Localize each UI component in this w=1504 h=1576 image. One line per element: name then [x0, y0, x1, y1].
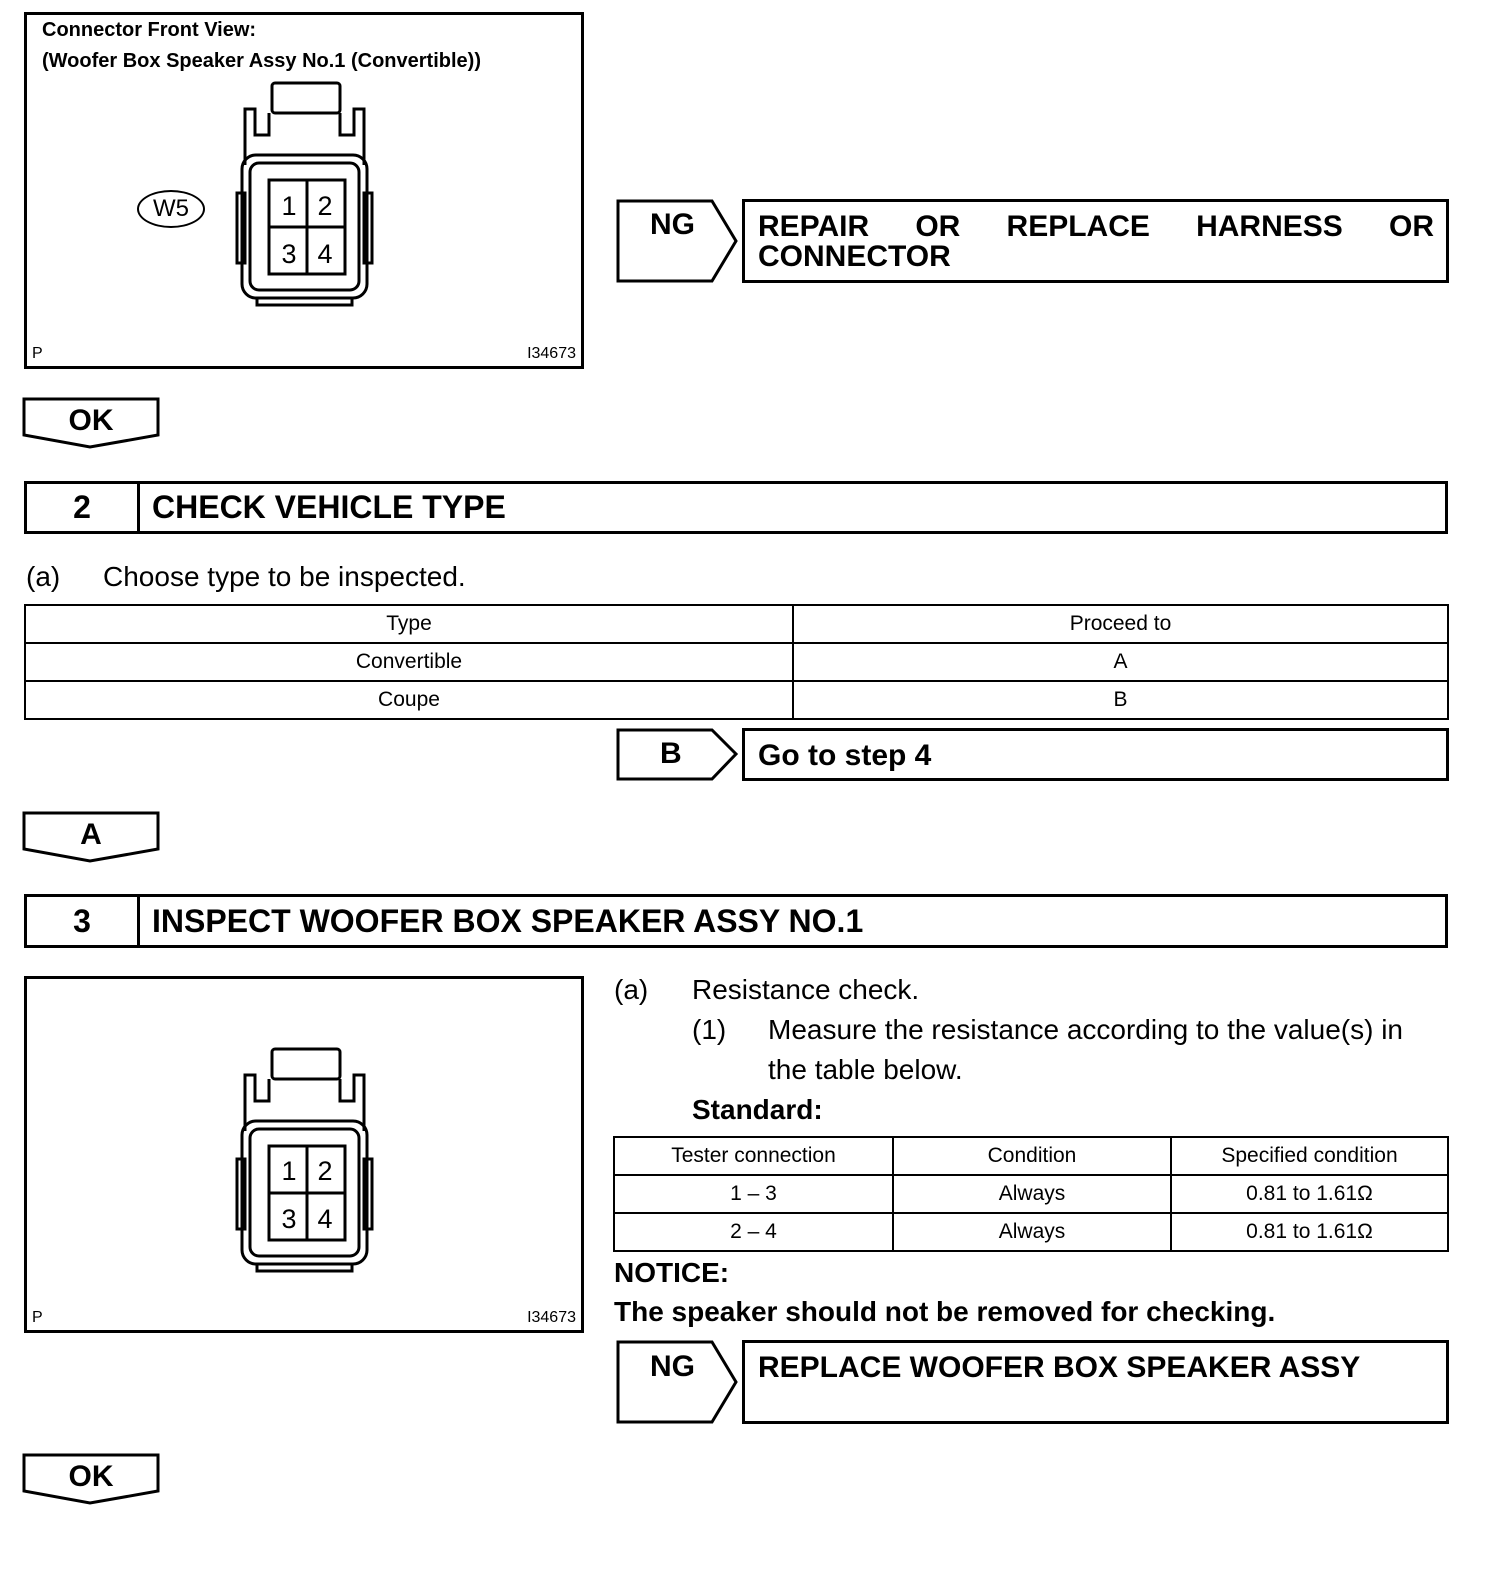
table-row: [614, 1175, 1448, 1213]
step-3-sub-1-line1: Measure the resistance according to the value(s) in: [768, 1014, 1403, 1045]
repair-harness-result: REPAIR OR REPLACE HARNESS OR CONNECTOR: [742, 199, 1449, 283]
table-header-cell: Type: [25, 605, 793, 643]
table-row: [25, 681, 1448, 719]
pin-4: 4: [317, 239, 333, 269]
a-label: A: [80, 818, 102, 851]
connector-illustration-w5: [24, 12, 584, 369]
table-header-cell: Condition: [893, 1137, 1171, 1175]
table-header-cell: Proceed to: [793, 605, 1448, 643]
standard-label: Standard:: [692, 1094, 823, 1125]
table-cell: 0.81 to 1.61Ω: [1171, 1175, 1448, 1213]
table-cell: Coupe: [25, 681, 793, 719]
pin-3: 3: [281, 239, 297, 269]
table-cell: B: [793, 681, 1448, 719]
table-header-row: [25, 605, 1448, 643]
step-2-header: [24, 481, 1448, 534]
replace-speaker-result: REPLACE WOOFER BOX SPEAKER ASSY: [742, 1340, 1449, 1424]
table-cell: 2 – 4: [614, 1213, 893, 1251]
illustration-corner-mark: P: [32, 1309, 43, 1326]
figure-id: I34673: [527, 1309, 576, 1326]
step-3-number: 3: [27, 897, 140, 945]
pin-1: 1: [281, 1156, 297, 1186]
resistance-standard-table: [613, 1136, 1449, 1252]
step-3-title: INSPECT WOOFER BOX SPEAKER ASSY NO.1: [152, 902, 864, 939]
table-cell: 0.81 to 1.61Ω: [1171, 1213, 1448, 1251]
table-cell: Always: [893, 1213, 1171, 1251]
table-row: [25, 643, 1448, 681]
table-cell: Always: [893, 1175, 1171, 1213]
connector-drawing: [27, 15, 581, 366]
ng-label-1: NG: [650, 208, 695, 241]
pin-4: 4: [317, 1204, 333, 1234]
vehicle-type-table: [24, 604, 1449, 720]
pin-2: 2: [317, 191, 333, 221]
ok-label-2: OK: [68, 1460, 114, 1493]
table-header-cell: Tester connection: [614, 1137, 893, 1175]
illustration-title-line1: Connector Front View:: [42, 19, 257, 41]
step-2-number: 2: [27, 484, 140, 531]
table-row: [614, 1213, 1448, 1251]
pin-3: 3: [281, 1204, 297, 1234]
connector-drawing: [27, 979, 581, 1330]
go-to-step-4-result: Go to step 4: [742, 728, 1449, 781]
figure-id: I34673: [527, 345, 576, 362]
step-3-sub-a: Resistance check.: [692, 974, 920, 1005]
step-3-header: [24, 894, 1448, 948]
table-cell: 1 – 3: [614, 1175, 893, 1213]
notice-label: NOTICE:: [614, 1257, 730, 1288]
table-cell: A: [793, 643, 1448, 681]
ng-label-2: NG: [650, 1350, 695, 1383]
b-label: B: [660, 737, 682, 770]
pin-2: 2: [317, 1156, 333, 1186]
step-2-instruction: Choose type to be inspected.: [103, 561, 466, 592]
step-3-sub-a-marker: (a): [614, 974, 649, 1005]
pin-1: 1: [281, 191, 297, 221]
illustration-corner-mark: P: [32, 345, 43, 362]
table-header-cell: Specified condition: [1171, 1137, 1448, 1175]
illustration-title-line2: (Woofer Box Speaker Assy No.1 (Convertible)): [42, 50, 481, 72]
speaker-connector-illustration: [24, 976, 584, 1333]
table-header-row: [614, 1137, 1448, 1175]
step-3-sub-1-line2: the table below.: [768, 1054, 963, 1085]
step-2-instruction-marker: (a): [26, 561, 61, 592]
step-2-title: CHECK VEHICLE TYPE: [152, 489, 506, 525]
notice-text: The speaker should not be removed for checking.: [614, 1296, 1276, 1327]
table-cell: Convertible: [25, 643, 793, 681]
connector-label-w5: W5: [137, 190, 205, 228]
ok-label-1: OK: [68, 404, 114, 437]
step-3-sub-1-marker: (1): [692, 1014, 727, 1045]
